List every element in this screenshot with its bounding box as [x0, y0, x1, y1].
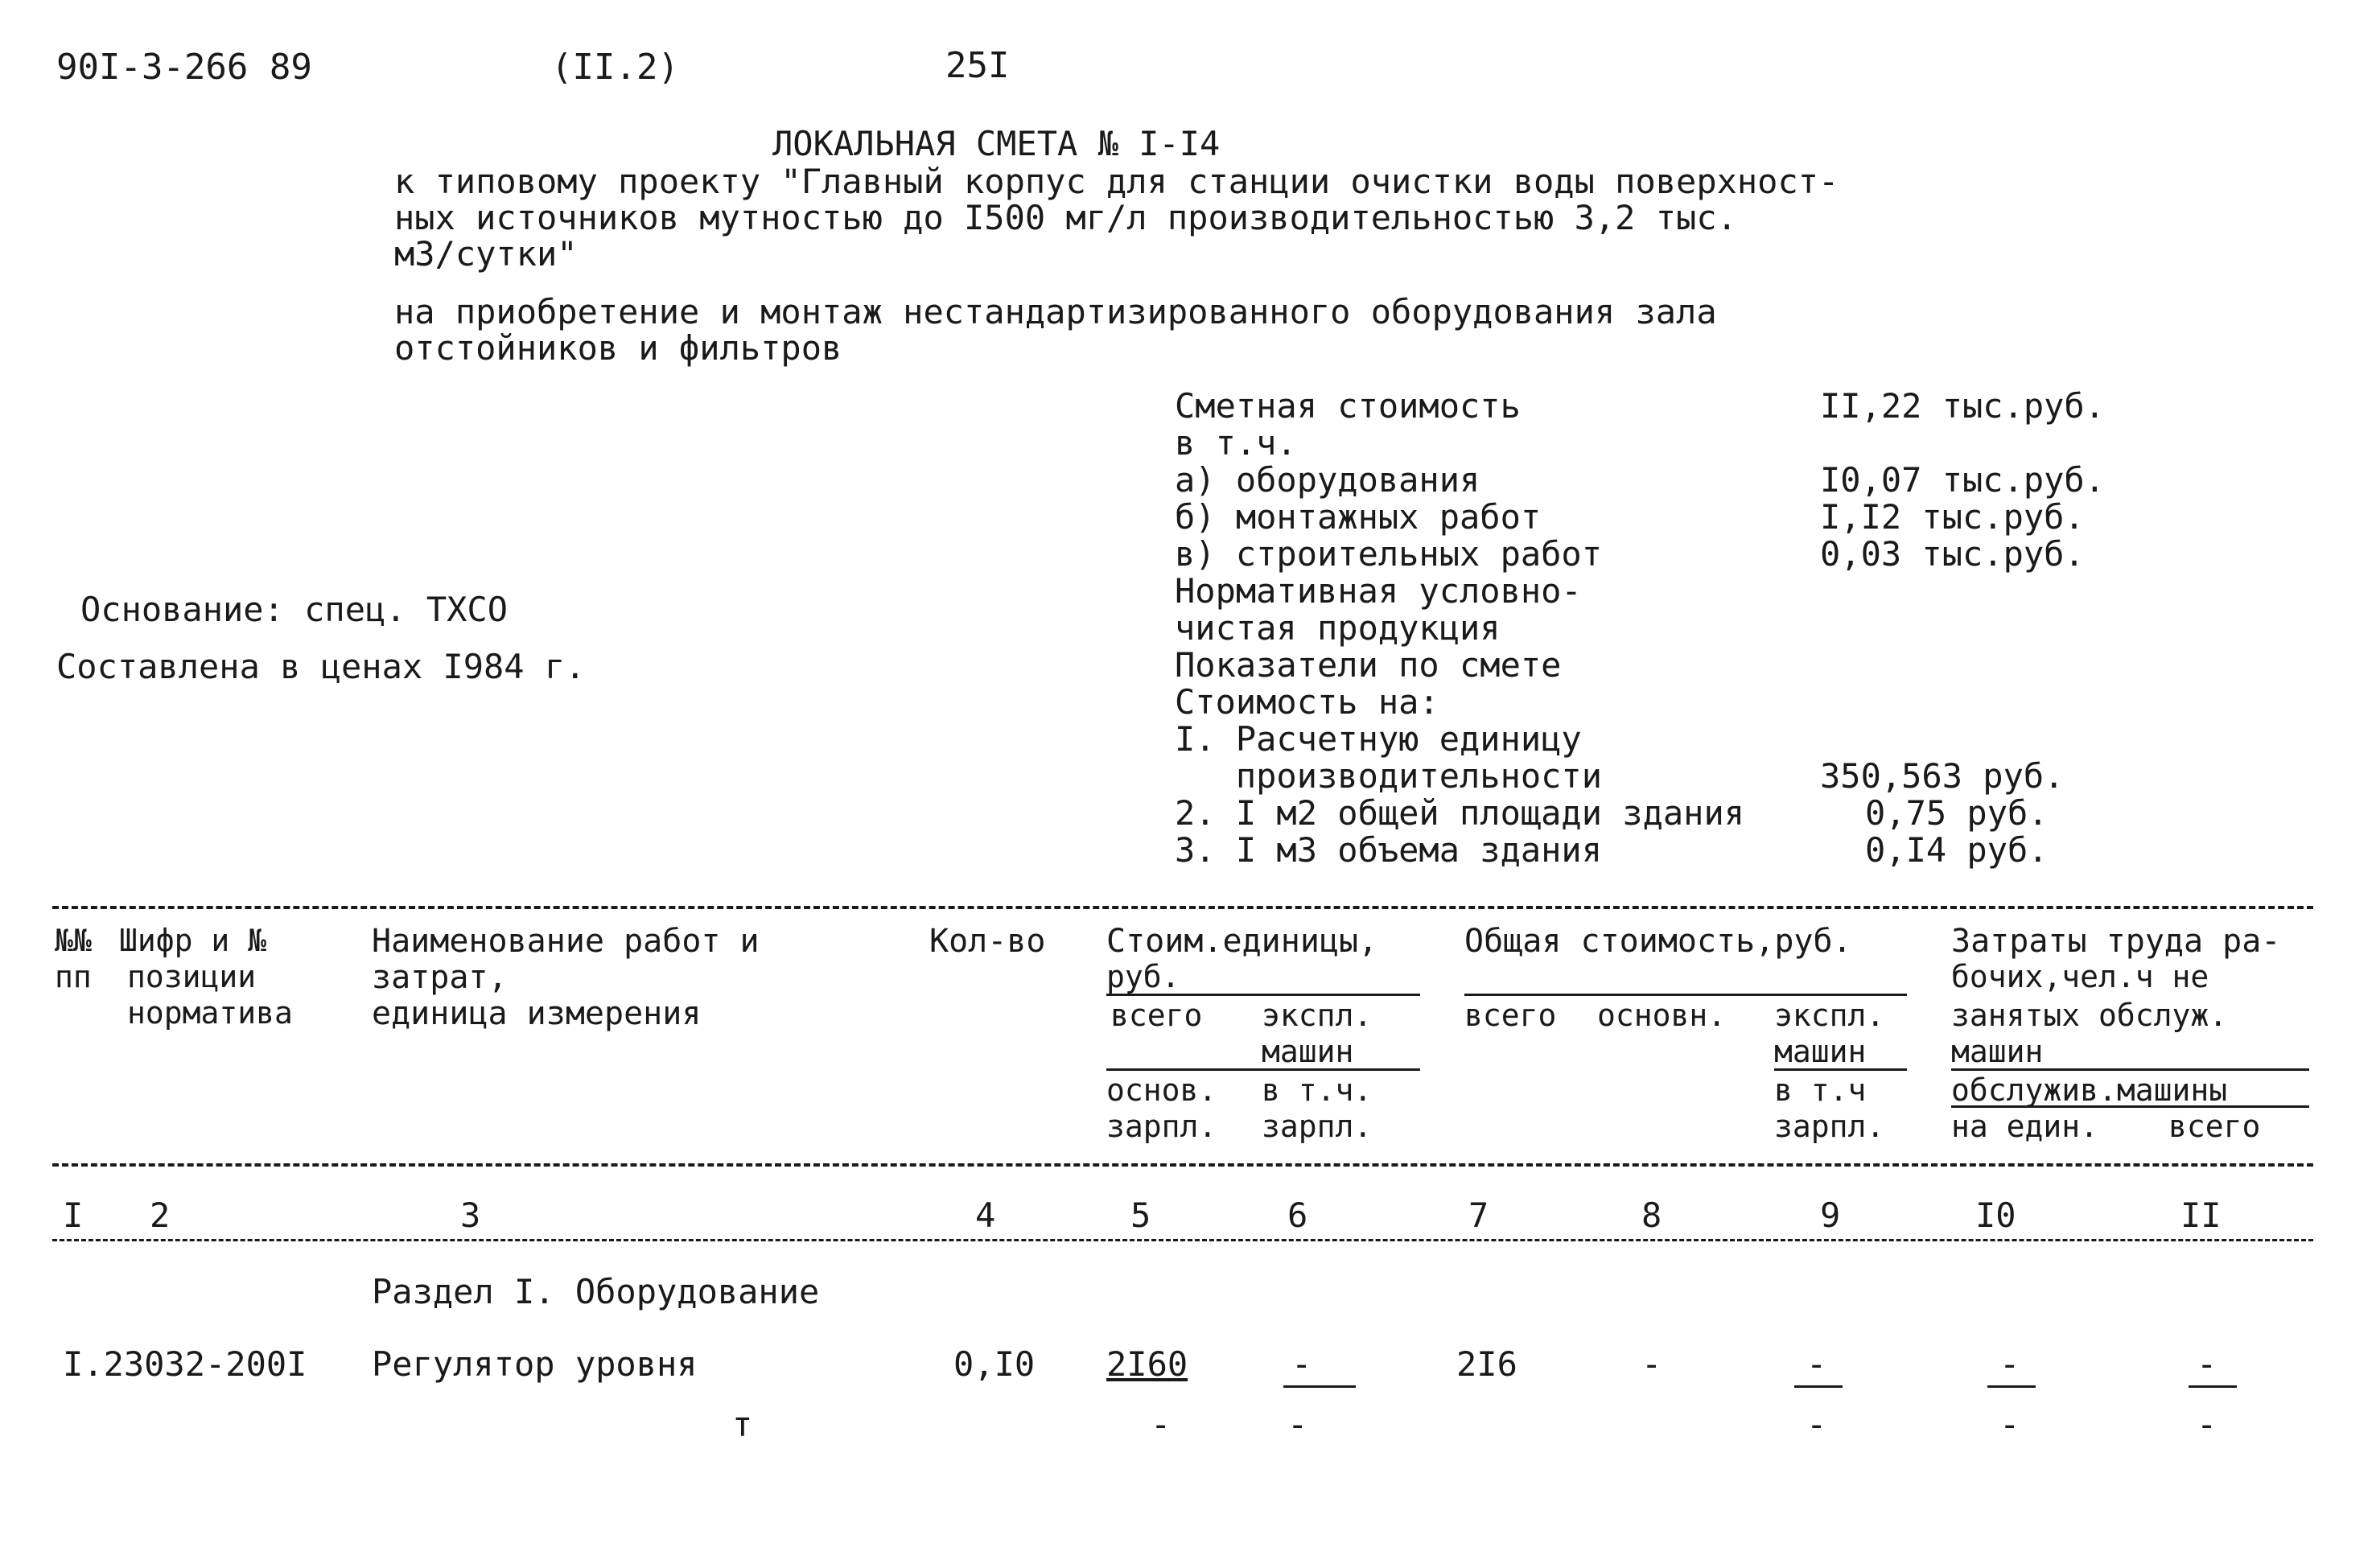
- header-col7: всего: [1464, 998, 1557, 1033]
- column-number: 3: [460, 1196, 481, 1235]
- column-number: 2: [150, 1196, 171, 1235]
- header-labor: Затраты труда ра-: [1951, 923, 2281, 960]
- header-col8: основн.: [1597, 998, 1727, 1033]
- summary-label: а) оборудования: [1175, 460, 1480, 500]
- header-col10: на един.: [1951, 1109, 2099, 1144]
- header-underline: [1106, 1068, 1420, 1071]
- header-col3: Наименование работ и: [372, 923, 760, 960]
- column-number: 5: [1130, 1196, 1151, 1235]
- column-number: I: [63, 1196, 84, 1235]
- title-line-4: на приобретение и монтаж нестандартизированного оборудования зала: [394, 292, 1717, 331]
- header-col1: №№: [55, 923, 92, 958]
- header-labor: бочих,чел.ч не: [1951, 959, 2209, 994]
- row-quantity: 0,I0: [953, 1344, 1036, 1384]
- header-col9: в т.ч: [1774, 1072, 1867, 1108]
- section-title: Раздел I. Оборудование: [372, 1272, 820, 1311]
- title-line-1: к типовому проекту "Главный корпус для станции очистки воды поверхност-: [394, 162, 1839, 201]
- row-unit: т: [732, 1405, 753, 1444]
- column-number: 8: [1641, 1196, 1662, 1235]
- basis-prices: Составлена в ценах I984 г.: [56, 647, 586, 686]
- row-subtotal: -: [1999, 1405, 2020, 1444]
- row-subtotal: -: [1287, 1405, 1308, 1444]
- summary-label: I. Расчетную единицу: [1175, 719, 1582, 759]
- title-line-3: м3/сутки": [394, 234, 578, 274]
- row-subtotal: -: [1806, 1405, 1827, 1444]
- row-total: 2I6: [1456, 1344, 1517, 1384]
- header-underline: [1774, 1068, 1907, 1071]
- table-header-border: [52, 1163, 2313, 1167]
- header-col4: Кол-во: [929, 923, 1046, 960]
- summary-value: 350,563 руб.: [1820, 756, 2065, 796]
- row-unit-machines: -: [1291, 1344, 1312, 1384]
- header-col1: пп: [55, 959, 92, 994]
- summary-label: Показатели по смете: [1175, 645, 1562, 685]
- row-subtotal: -: [2197, 1405, 2217, 1444]
- summary-value: 0,03 тыс.руб.: [1820, 534, 2085, 574]
- column-number: 9: [1820, 1196, 1841, 1235]
- header-col2: позиции: [127, 959, 257, 994]
- summary-value: I0,07 тыс.руб.: [1820, 460, 2106, 500]
- header-labor: занятых обслуж.: [1951, 998, 2228, 1033]
- header-col6: экспл.: [1262, 998, 1373, 1033]
- summary-label: производительности: [1175, 756, 1603, 796]
- page-number: 25I: [945, 45, 1010, 86]
- header-col5: всего: [1110, 998, 1203, 1033]
- header-col3: затрат,: [372, 959, 508, 996]
- column-number: I0: [1975, 1196, 2016, 1235]
- header-col2: норматива: [127, 995, 293, 1031]
- column-numbers-underline: [52, 1239, 2313, 1241]
- document-title: ЛОКАЛЬНАЯ СМЕТА № I-I4: [772, 124, 1221, 163]
- row-name: Регулятор уровня: [372, 1344, 698, 1384]
- row-subtotal: -: [1151, 1405, 1172, 1444]
- summary-label: 2. I м2 общей площади здания: [1175, 793, 1745, 833]
- header-col3: единица измерения: [372, 995, 702, 1032]
- summary-label: чистая продукция: [1175, 608, 1501, 648]
- header-underline: [1951, 1105, 2309, 1108]
- header-col9: экспл.: [1774, 998, 1885, 1033]
- row-labor-total: -: [2197, 1344, 2217, 1384]
- row-underline: [1987, 1385, 2036, 1388]
- header-col6: машин: [1262, 1034, 1354, 1069]
- summary-label: 3. I м3 объема здания: [1175, 830, 1603, 870]
- column-number: 7: [1468, 1196, 1489, 1235]
- row-labor-unit: -: [1999, 1344, 2020, 1384]
- summary-label: в т.ч.: [1175, 423, 1297, 463]
- summary-value: 0,I4 руб.: [1865, 830, 2049, 870]
- basis-specification: Основание: спец. ТХСО: [80, 590, 509, 629]
- header-labor: обслужив.машины: [1951, 1072, 2228, 1108]
- header-col6: в т.ч.: [1262, 1072, 1373, 1108]
- summary-value: I,I2 тыс.руб.: [1820, 497, 2085, 537]
- summary-label: б) монтажных работ: [1175, 497, 1542, 537]
- row-underline: [1794, 1385, 1843, 1388]
- title-line-5: отстойников и фильтров: [394, 328, 842, 368]
- summary-value: 0,75 руб.: [1865, 793, 2049, 833]
- header-col9: машин: [1774, 1034, 1867, 1069]
- header-col9: зарпл.: [1774, 1109, 1885, 1144]
- header-col5: зарпл.: [1106, 1109, 1217, 1144]
- header-col5: основ.: [1106, 1072, 1217, 1108]
- summary-label: Нормативная условно-: [1175, 571, 1582, 611]
- row-total-machines: -: [1806, 1344, 1827, 1384]
- header-col2: Шифр и №: [119, 923, 267, 958]
- row-unit-total: 2I60: [1106, 1344, 1188, 1384]
- row-code: I.23032-200I: [63, 1344, 307, 1384]
- section-reference: (II.2): [551, 47, 679, 88]
- summary-label: Стоимость на:: [1175, 682, 1439, 722]
- header-unit-cost-currency: руб.: [1106, 959, 1180, 994]
- column-number: II: [2180, 1196, 2222, 1235]
- document-code: 90I-3-266 89: [56, 47, 312, 88]
- header-total-cost: Общая стоимость,руб.: [1464, 923, 1852, 960]
- summary-label: Сметная стоимость: [1175, 386, 1521, 426]
- row-underline: [2189, 1385, 2237, 1388]
- header-col11: всего: [2168, 1109, 2261, 1144]
- header-underline: [1106, 994, 1420, 996]
- table-top-border: [52, 906, 2313, 909]
- summary-label: в) строительных работ: [1175, 534, 1603, 574]
- title-line-2: ных источников мутностью до I500 мг/л производительностью 3,2 тыс.: [394, 198, 1737, 237]
- summary-value: II,22 тыс.руб.: [1820, 386, 2106, 426]
- column-number: 4: [975, 1196, 996, 1235]
- row-underline: [1283, 1385, 1356, 1388]
- row-total-main: -: [1641, 1344, 1662, 1384]
- header-underline: [1951, 1068, 2309, 1071]
- header-underline: [1464, 994, 1907, 996]
- header-labor: машин: [1951, 1034, 2044, 1069]
- column-number: 6: [1287, 1196, 1308, 1235]
- header-unit-cost: Стоим.единицы,: [1106, 923, 1378, 960]
- header-col6: зарпл.: [1262, 1109, 1373, 1144]
